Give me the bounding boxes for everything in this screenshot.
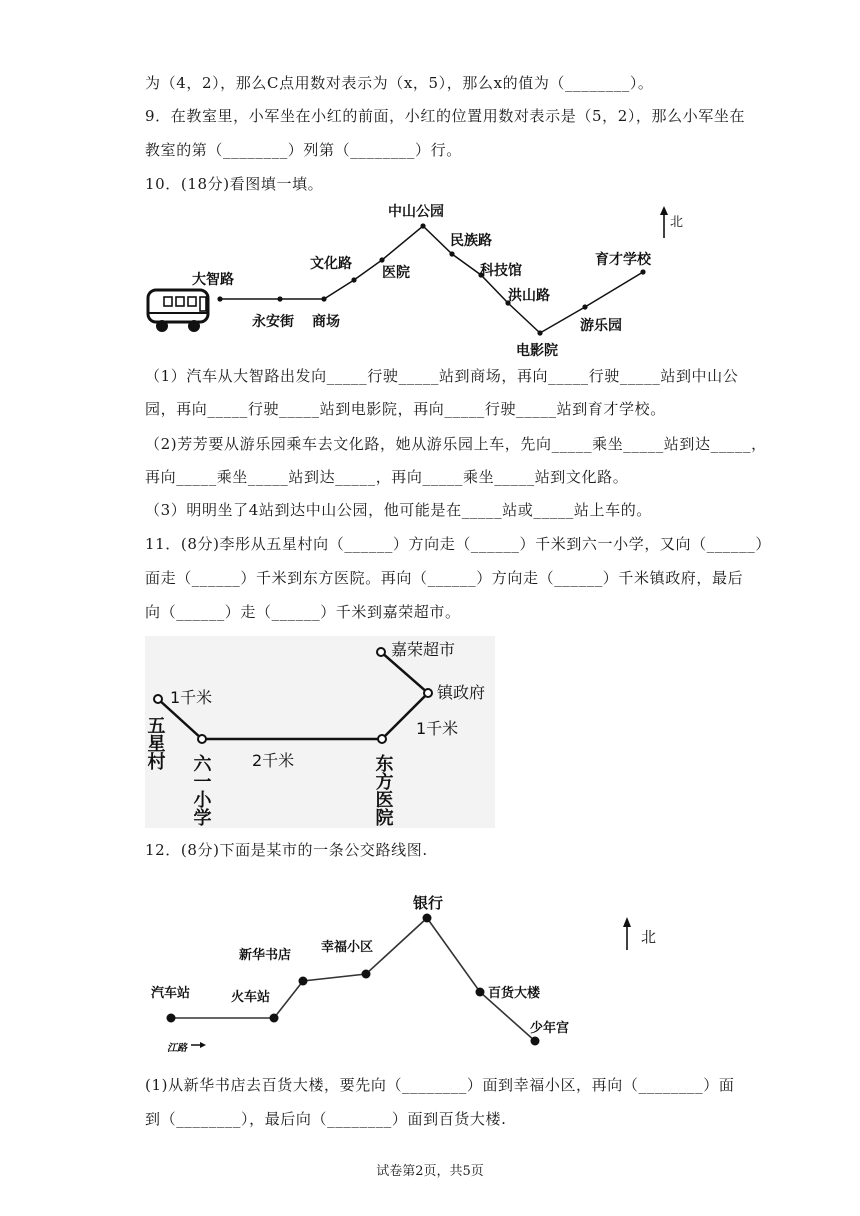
page-footer: 试卷第2页，共5页: [376, 1164, 484, 1179]
question-10: 10．(18分)看图填一填。: [145, 175, 324, 193]
question-11: 11．(8分)李彤从五星村向（______）方向走（______）千米到六一小学，又向（______）: [145, 535, 771, 553]
label-yongan: 永安街: [252, 314, 294, 330]
question-9: 9．在教室里，小军坐在小红的前面，小红的位置用数对表示是（5，2），那么小军坐在: [145, 107, 746, 125]
stop-yucai: [640, 269, 645, 274]
stop-yiyuan: [351, 277, 356, 282]
question-10-part2-cont: 再向_____乘坐_____站到达_____，再向_____乘坐_____站到文化路。: [145, 468, 629, 486]
distance-2: 2千米: [252, 751, 295, 770]
label-dazhi: 大智路: [192, 272, 234, 288]
label-liuyi: 六一小学: [190, 754, 212, 826]
stop-yinhang: [423, 914, 432, 923]
point-jiarong: [377, 648, 385, 656]
label-wuxing: 五星村: [145, 716, 166, 770]
north-arrow-2: [623, 917, 656, 950]
label-hongshan: 洪山路: [508, 288, 550, 304]
stop-minzu: [449, 251, 454, 256]
question-10-part1: （1）汽车从大智路出发向_____行驶_____站到商场，再向_____行驶_____站到中山公: [145, 367, 739, 385]
question-9-cont: 教室的第（________）列第（________）行。: [145, 141, 462, 159]
stop-wenhua: [379, 257, 384, 262]
stop-youle: [582, 304, 587, 309]
walk-route-figure: [145, 636, 495, 828]
label-wenhua: 文化路: [310, 256, 352, 272]
point-dongfang: [378, 735, 386, 743]
stop-yongan: [277, 296, 282, 301]
point-zhenzhengfu: [424, 689, 432, 697]
stop-dazhi: [217, 296, 222, 301]
question-11-cont: 面走（______）千米到东方医院。再向（______）方向走（______）千米镇政府，最后: [145, 569, 744, 587]
north-label-2: 北: [641, 928, 657, 946]
stop-dianying: [537, 330, 542, 335]
label-yucai: 育才学校: [595, 252, 651, 268]
label-baihuo: 百货大楼: [488, 986, 541, 1001]
label-keji: 科技馆: [480, 263, 522, 279]
question-12-part1-cont: 到（________），最后向（________）面到百货大楼.: [145, 1110, 507, 1128]
stop-xinhua: [299, 977, 308, 986]
stop-qichezhan: [167, 1014, 176, 1023]
north-label: 北: [670, 215, 684, 230]
label-dianying: 电影院: [516, 343, 558, 359]
question-12-part1: (1)从新华书店去百货大楼，要先向（________）面到幸福小区，再向（________）面: [145, 1076, 735, 1094]
text-line-1: 为（4，2），那么C点用数对表示为（x，5），那么x的值为（________）。: [145, 74, 654, 92]
point-wuxing: [154, 695, 162, 703]
stop-shaonian: [531, 1037, 540, 1046]
stop-xingfu: [362, 970, 371, 979]
distance-3: 1千米: [416, 719, 459, 738]
question-11-cont2: 向（______）走（______）千米到嘉荣超市。: [145, 603, 461, 621]
label-xinhua: 新华书店: [239, 948, 292, 963]
stop-baihuo: [476, 988, 485, 997]
label-xingfu: 幸福小区: [321, 940, 374, 955]
label-youle: 游乐园: [580, 318, 622, 334]
stop-huochezhan: [270, 1014, 279, 1023]
question-10-part3: （3）明明坐了4站到达中山公园，他可能是在_____站或_____站上车的。: [145, 501, 652, 519]
stop-shangchang: [321, 296, 326, 301]
bus-icon: [148, 290, 208, 332]
point-liuyi: [198, 735, 206, 743]
label-zhenzhengfu: 镇政府: [437, 683, 486, 702]
label-yiyuan: 医院: [382, 265, 410, 281]
label-yinhang: 银行: [413, 894, 444, 912]
label-jianglu: 江路: [167, 1043, 187, 1054]
question-12: 12．(8分)下面是某市的一条公交路线图.: [145, 841, 428, 859]
question-10-part1-cont: 园，再向_____行驶_____站到电影院，再向_____行驶_____站到育才学校。: [145, 400, 666, 418]
label-qichezhan: 汽车站: [151, 986, 191, 1001]
label-dongfang: 东方医院: [372, 754, 394, 826]
label-shaonian: 少年宫: [530, 1021, 570, 1036]
bus-route-figure: [140, 200, 700, 365]
north-arrow: [660, 206, 683, 238]
label-zhongshan: 中山公园: [388, 204, 444, 220]
distance-1: 1千米: [170, 688, 213, 707]
label-minzu: 民族路: [450, 233, 492, 249]
bus-line-figure: [145, 882, 685, 1057]
label-shangchang: 商场: [312, 314, 340, 330]
label-jiarong: 嘉荣超市: [391, 640, 456, 659]
stop-zhongshan: [420, 223, 425, 228]
question-10-part2: （2)芳芳要从游乐园乘车去文化路，她从游乐园上车，先向_____乘坐_____站到达_____，: [145, 435, 767, 453]
label-huochezhan: 火车站: [231, 990, 271, 1005]
